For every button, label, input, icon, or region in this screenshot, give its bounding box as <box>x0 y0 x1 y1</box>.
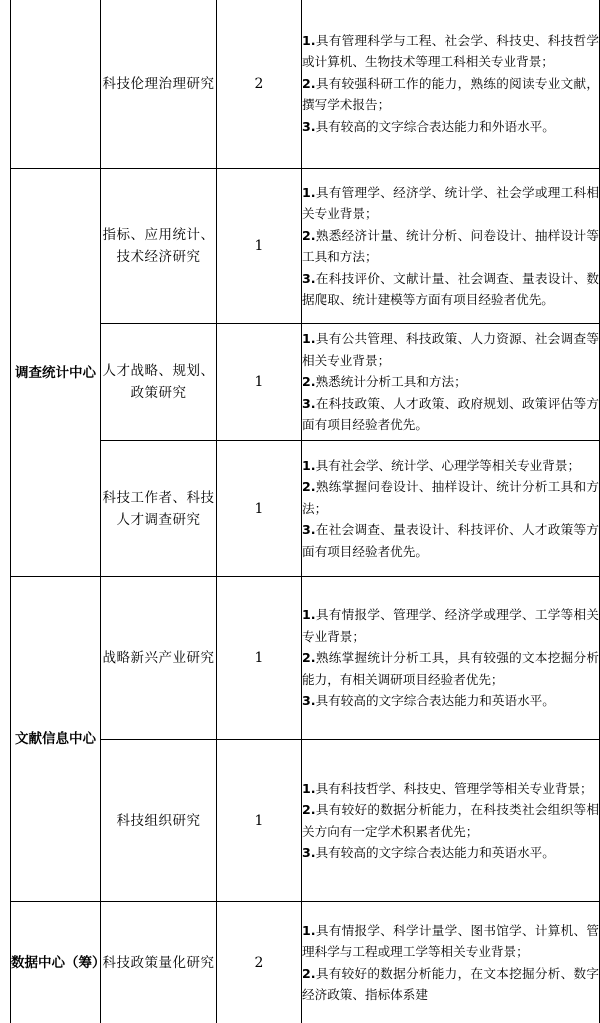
requirement-item: 3.在科技政策、人才政策、政府规划、政策评估等方面有项目经验者优先。 <box>302 395 599 433</box>
department-cell: 文献信息中心 <box>11 577 101 902</box>
research-direction-cell: 科技组织研究 <box>101 740 217 902</box>
requirement-item: 1.具有情报学、管理学、经济学或理学、工学等相关专业背景； <box>302 607 599 644</box>
headcount-cell: 2 <box>217 0 302 169</box>
research-direction-cell: 科技伦理治理研究 <box>101 0 217 169</box>
requirements-cell <box>302 0 600 169</box>
requirement-item: 2.熟练掌握问卷设计、抽样设计、统计分析工具和方法； <box>302 479 599 516</box>
requirement-item: 3.具有较高的文字综合表达能力和外语水平。 <box>302 118 555 134</box>
research-direction-cell: 科技工作者、科技人才调查研究 <box>101 441 217 577</box>
requirement-item: 3.具有较高的文字综合表达能力和英语水平。 <box>302 693 555 709</box>
requirement-item: 2.熟练掌握统计分析工具，具有较强的文本挖掘分析能力，有相关调研项目经验者优先； <box>302 650 599 687</box>
requirement-item: 1.具有公共管理、科技政策、人力资源、社会调查等相关专业背景； <box>302 331 599 368</box>
requirement-item: 2.具有较好的数据分析能力，在文本挖掘分析、数字经济政策、指标体系建 <box>302 965 599 1002</box>
requirement-item: 3.在社会调查、量表设计、科技评价、人才政策等方面有项目经验者优先。 <box>302 522 599 559</box>
headcount-cell: 1 <box>217 324 302 441</box>
requirement-item: 2.熟悉经济计量、统计分析、问卷设计、抽样设计等工具和方法； <box>302 227 599 264</box>
research-direction-cell: 指标、应用统计、技术经济研究 <box>101 169 217 324</box>
headcount-cell: 1 <box>217 577 302 740</box>
requirement-item: 2.具有较强科研工作的能力，熟练的阅读专业文献，撰写学术报告； <box>302 75 599 113</box>
headcount-cell: 1 <box>217 740 302 902</box>
requirement-item: 1.具有社会学、统计学、心理学等相关专业背景； <box>302 457 581 473</box>
requirement-item: 3.在科技评价、文献计量、社会调查、量表设计、数据爬取、统计建模等方面有项目经验者优先。 <box>302 270 599 307</box>
headcount-cell: 1 <box>217 441 302 577</box>
recruitment-table <box>10 0 600 1023</box>
headcount-cell: 1 <box>217 169 302 324</box>
requirements-cell <box>302 577 600 740</box>
table-row <box>11 902 600 1023</box>
table-row <box>11 0 600 169</box>
department-cell <box>11 0 101 169</box>
requirements-cell <box>302 324 600 441</box>
requirement-item: 2.具有较好的数据分析能力，在科技类社会组织等相关方向有一定学术积累者优先； <box>302 802 599 839</box>
research-direction-cell: 战略新兴产业研究 <box>101 577 217 740</box>
requirement-item: 2.熟悉统计分析工具和方法； <box>302 374 467 390</box>
research-direction-cell: 科技政策量化研究 <box>101 902 217 1023</box>
department-cell: 调查统计中心 <box>11 169 101 577</box>
requirement-item: 1.具有情报学、科学计量学、图书馆学、计算机、管理科学与工程或理工学等相关专业背景； <box>302 922 599 959</box>
headcount-cell: 2 <box>217 902 302 1023</box>
requirement-item: 1.具有科技哲学、科技史、管理学等相关专业背景； <box>302 780 593 796</box>
table-row <box>11 577 600 740</box>
requirement-item: 1.具有管理科学与工程、社会学、科技史、科技哲学或计算机、生物技术等理工科相关专业背景； <box>302 32 599 70</box>
department-cell: 数据中心（筹） <box>11 902 101 1023</box>
table-row <box>11 169 600 324</box>
requirement-item: 3.具有较高的文字综合表达能力和英语水平。 <box>302 845 555 860</box>
requirements-cell <box>302 740 600 902</box>
requirements-cell <box>302 441 600 577</box>
requirements-cell <box>302 902 600 1023</box>
requirement-item: 1.具有管理学、经济学、统计学、社会学或理工科相关专业背景； <box>302 184 599 221</box>
research-direction-cell: 人才战略、规划、政策研究 <box>101 324 217 441</box>
requirements-cell <box>302 169 600 324</box>
